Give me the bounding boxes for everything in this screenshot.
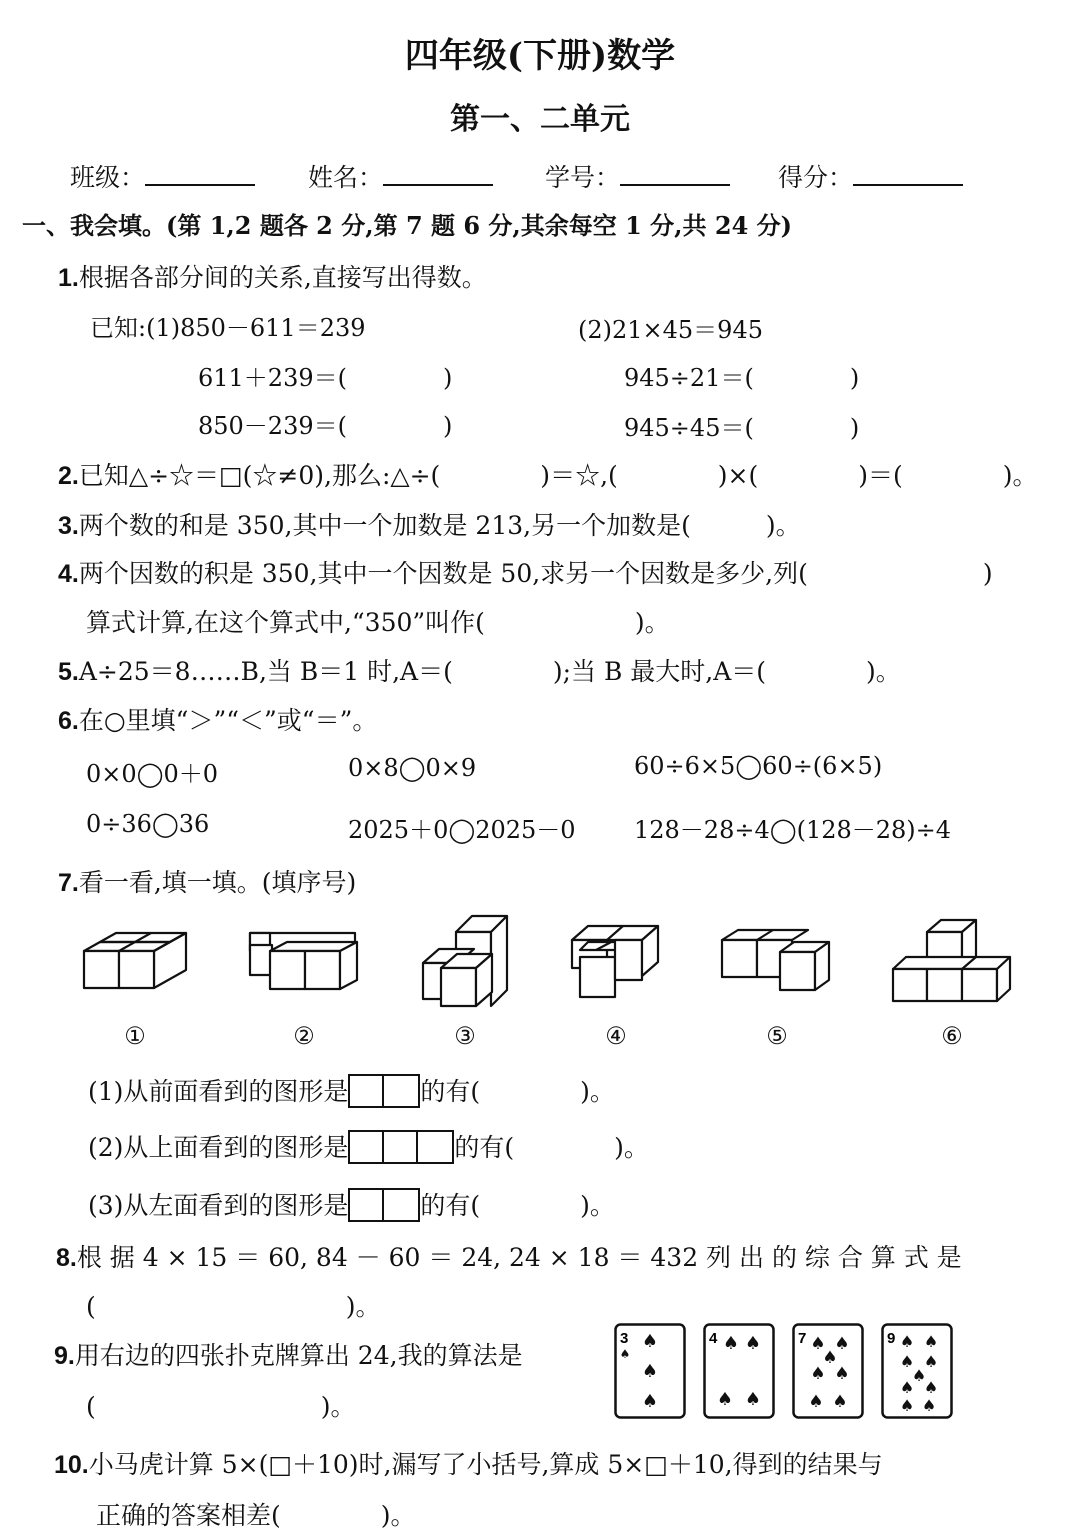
question-number: 7.	[58, 869, 79, 897]
question-9-answer[interactable]: ( )。	[86, 1392, 356, 1421]
figure-label-6: ⑥	[941, 1022, 963, 1050]
q7-sub-3-text: (3)从左面看到的图形是	[88, 1191, 349, 1220]
question-number: 3.	[58, 512, 79, 540]
svg-text:♠: ♠	[822, 1348, 838, 1368]
cube-figures	[0, 900, 1080, 1020]
playing-card-7	[792, 1323, 864, 1419]
svg-text:♠: ♠	[899, 1332, 915, 1351]
name-field	[308, 158, 493, 194]
section-heading: 一、我会填。(第 1,2 题各 2 分,第 7 题 6 分,其余每空 1 分,共 24 分)	[22, 211, 792, 240]
question-text: 在○里填“＞”“＜”或“＝”。	[78, 706, 378, 735]
page-title: 四年级(下册)数学	[404, 36, 676, 76]
question-5	[58, 652, 901, 688]
score-label: 得分：	[778, 163, 854, 192]
q7-sub-2-text: (2)从上面看到的图形是	[88, 1133, 349, 1162]
student-id-blank[interactable]	[620, 160, 730, 186]
student-id-label: 学号：	[545, 163, 621, 192]
figure-label-2: ②	[293, 1022, 315, 1050]
svg-text:♠: ♠	[834, 1334, 850, 1354]
student-id-field	[545, 158, 730, 194]
question-text: 根据各部分间的关系,直接写出得数。	[78, 263, 487, 292]
svg-text:♠: ♠	[716, 1389, 734, 1410]
figure-label-3: ③	[454, 1022, 476, 1050]
svg-text:♠: ♠	[744, 1389, 762, 1410]
question-8	[56, 1238, 962, 1274]
question-number: 1.	[58, 264, 79, 292]
question-text: 已知△÷☆＝□(☆≠0),那么:△÷( )＝☆,( )×( )＝( )。	[78, 461, 1038, 490]
svg-text:♠: ♠	[641, 1331, 659, 1352]
name-blank[interactable]	[383, 160, 493, 186]
svg-text:♠: ♠	[810, 1334, 826, 1354]
q7-sub-1-answer: 的有( )。	[420, 1077, 615, 1106]
question-number: 10.	[54, 1451, 89, 1479]
question-1	[58, 258, 487, 294]
svg-text:♠: ♠	[641, 1391, 659, 1412]
figure-label-1: ①	[124, 1022, 146, 1050]
svg-text:♠: ♠	[744, 1333, 762, 1354]
playing-card-4	[703, 1323, 775, 1419]
cube-figure-1	[84, 933, 186, 988]
q6-compare-4[interactable]: 0÷36◯36	[86, 810, 210, 838]
playing-card-9	[881, 1323, 953, 1419]
question-3	[58, 506, 801, 542]
class-label: 班级：	[70, 163, 146, 192]
question-number: 8.	[56, 1244, 77, 1272]
score-blank[interactable]	[853, 160, 963, 186]
svg-text:♠: ♠	[923, 1378, 939, 1397]
q6-compare-1[interactable]: 0×0◯0＋0	[86, 760, 219, 788]
question-text: A÷25＝8……B,当 B＝1 时,A＝( );当 B 最大时,A＝( )。	[78, 657, 901, 686]
q7-sub-1[interactable]	[88, 1072, 615, 1111]
svg-text:♠: ♠	[722, 1333, 740, 1354]
svg-text:♠: ♠	[899, 1378, 915, 1397]
cube-figure-4	[572, 926, 658, 997]
question-text: 小马虎计算 5×(□＋10)时,漏写了小括号,算成 5×□＋10,得到的结果与	[88, 1450, 883, 1479]
q7-sub-3[interactable]	[88, 1186, 615, 1225]
question-2	[58, 456, 1037, 492]
q6-compare-3[interactable]: 60÷6×5◯60÷(6×5)	[634, 752, 883, 780]
playing-card-3	[614, 1323, 686, 1419]
score-field	[778, 158, 963, 194]
card-rank: 4	[709, 1330, 718, 1347]
q7-sub-1-text: (1)从前面看到的图形是	[88, 1077, 349, 1106]
question-number: 5.	[58, 658, 79, 686]
question-number: 6.	[58, 707, 79, 735]
svg-text:♠: ♠	[921, 1396, 937, 1415]
svg-text:♠: ♠	[619, 1347, 631, 1361]
q6-compare-5[interactable]: 2025＋0◯2025－0	[348, 816, 576, 844]
q7-sub-3-answer: 的有( )。	[420, 1191, 615, 1220]
question-text: 看一看,填一填。(填序号)	[78, 868, 357, 897]
q1-answer-b2[interactable]: 945÷45＝( )	[624, 414, 860, 442]
q6-compare-6[interactable]: 128－28÷4◯(128－28)÷4	[634, 816, 952, 844]
question-6	[58, 701, 377, 737]
q6-compare-2[interactable]: 0×8◯0×9	[348, 754, 477, 782]
card-rank: 3	[620, 1330, 629, 1347]
question-text: 根 据 4 × 15 ＝ 60, 84 － 60 ＝ 24, 24 × 18 ＝ 432 列 出 的 综 合 算 式 是	[76, 1243, 962, 1272]
question-4-line-2: 算式计算,在这个算式中,“350”叫作( )。	[86, 608, 670, 637]
svg-text:♠: ♠	[923, 1332, 939, 1351]
question-text: 两个数的和是 350,其中一个加数是 213,另一个加数是( )。	[78, 511, 801, 540]
svg-text:♠: ♠	[923, 1352, 939, 1371]
class-blank[interactable]	[145, 160, 255, 186]
q1-known-2: (2)21×45＝945	[578, 316, 763, 344]
svg-text:♠: ♠	[832, 1392, 848, 1412]
cube-figure-6	[893, 920, 1010, 1001]
two-square-shape	[348, 1188, 420, 1222]
q1-answer-a2[interactable]: 850－239＝( )	[198, 412, 453, 440]
cube-figure-5	[722, 930, 829, 990]
question-number: 2.	[58, 462, 79, 490]
class-field	[70, 158, 255, 194]
svg-text:♠: ♠	[911, 1366, 927, 1385]
svg-text:♠: ♠	[808, 1392, 824, 1412]
card-rank: 7	[798, 1330, 807, 1347]
q7-sub-2-answer: 的有( )。	[454, 1133, 649, 1162]
page-subtitle: 第一、二单元	[450, 102, 630, 137]
cube-figure-2	[250, 933, 357, 989]
cube-figure-3	[423, 916, 507, 1006]
q1-known-1: 已知:(1)850－611＝239	[90, 314, 366, 342]
svg-text:♠: ♠	[641, 1361, 659, 1382]
name-label: 姓名：	[308, 163, 384, 192]
svg-text:♠: ♠	[810, 1364, 826, 1384]
q1-answer-a1[interactable]: 611＋239＝( )	[198, 364, 453, 392]
card-rank: 9	[887, 1330, 896, 1347]
question-number: 9.	[54, 1342, 75, 1370]
figure-label-4: ④	[605, 1022, 627, 1050]
figure-label-5: ⑤	[766, 1022, 788, 1050]
question-10-line-2[interactable]: 正确的答案相差( )。	[96, 1501, 416, 1530]
question-10	[54, 1445, 883, 1481]
question-4	[58, 554, 993, 590]
question-text: 用右边的四张扑克牌算出 24,我的算法是	[74, 1341, 523, 1370]
svg-text:♠: ♠	[834, 1364, 850, 1384]
question-7	[58, 863, 356, 899]
svg-text:♠: ♠	[899, 1352, 915, 1371]
three-square-shape	[348, 1130, 454, 1164]
q7-sub-2[interactable]	[88, 1128, 649, 1167]
question-number: 4.	[58, 560, 79, 588]
svg-text:♠: ♠	[899, 1396, 915, 1415]
two-square-shape	[348, 1074, 420, 1108]
question-text: 两个因数的积是 350,其中一个因数是 50,求另一个因数是多少,列( )	[78, 559, 993, 588]
question-8-answer[interactable]: ( )。	[86, 1292, 381, 1321]
question-9	[54, 1336, 523, 1372]
q1-answer-b1[interactable]: 945÷21＝( )	[624, 364, 860, 392]
